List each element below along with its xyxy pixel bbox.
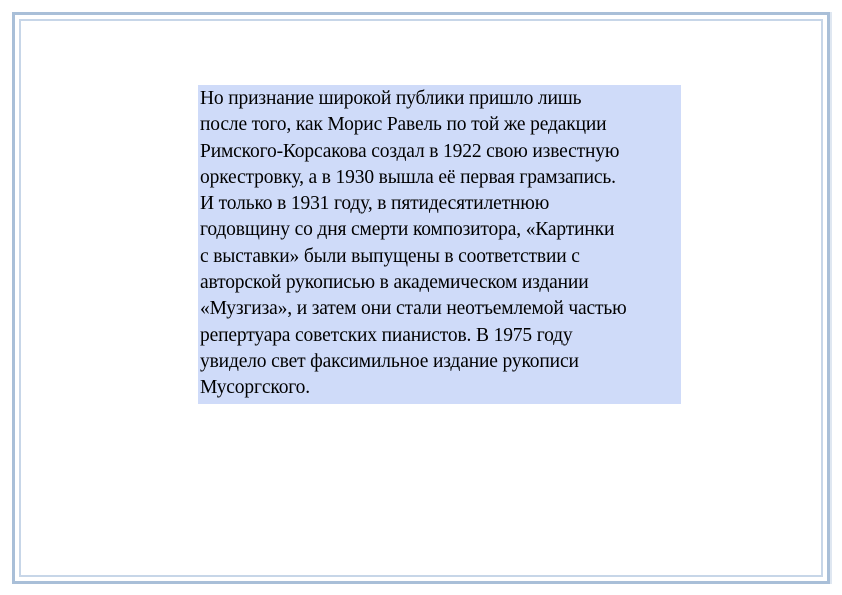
- paragraph-line: с выставки» были выпущены в соответствии с: [200, 245, 580, 267]
- paragraph-line: годовщину со дня смерти композитора, «Картинки: [200, 219, 615, 241]
- paragraph-line: Но признание широкой публики пришло лишь: [200, 88, 582, 109]
- paragraph-line: увидело свет факсимильное издание рукописи: [200, 350, 579, 372]
- paragraph-line: Мусоргского.: [200, 377, 310, 399]
- paragraph-line: репертуара советских пианистов. В 1975 году: [200, 324, 573, 346]
- paragraph-line: авторской рукописью в академическом издании: [200, 272, 589, 294]
- paragraph-line: после того, как Морис Равель по той же редакции: [200, 114, 607, 136]
- paragraph-line: оркестровку, а в 1930 вышла её первая грамзапись.: [200, 166, 616, 188]
- paragraph-line: И только в 1931 году, в пятидесятилетнюю: [200, 193, 550, 215]
- text-block: [198, 85, 681, 404]
- paragraph-line: Римского-Корсакова создал в 1922 свою известную: [200, 140, 620, 162]
- slide-frame-shadow: [830, 12, 832, 584]
- paragraph-line: «Музгиза», и затем они стали неотъемлемой частью: [200, 298, 627, 320]
